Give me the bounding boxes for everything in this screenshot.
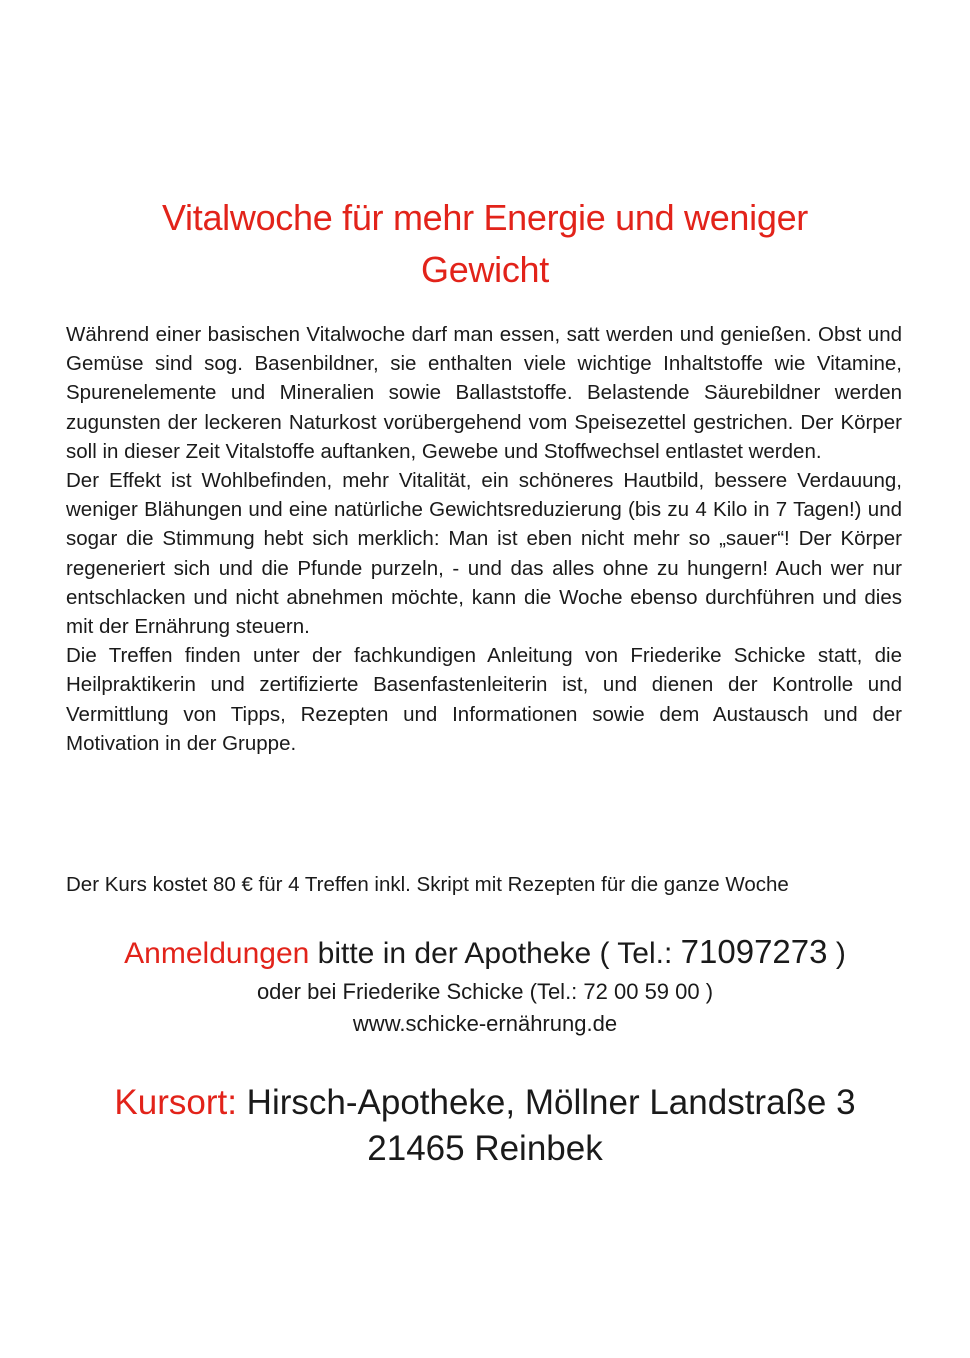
- location-line: [0, 1080, 970, 1126]
- location-city: 21465 Reinbek: [367, 1129, 603, 1168]
- page-title: [66, 192, 904, 296]
- registration-block: [0, 930, 970, 1040]
- title-line-1: Vitalwoche für mehr Energie und weniger: [161, 197, 808, 238]
- title-line-2: Gewicht: [421, 249, 549, 290]
- paragraph-effect: Der Effekt ist Wohlbefinden, mehr Vitalität, ein schöneres Hautbild, bessere Verdauung, weniger Blähungen und eine natürliche Gewichtsreduzierung (bis zu 4 Kilo in 7 Tagen!) und sogar die Stimmung hebt sich merklich: Man ist eben nicht mehr so „sauer“! Der Körper regeneriert sich und die Pfunde purzeln, - und das alles ohne zu hungern! Auch wer nur entschlacken und nicht abnehmen möchte, kann die Woche ebenso durchführen und dies mit der Ernährung steuern.: [66, 469, 902, 639]
- website-link[interactable]: www.schicke-ernährung.de: [352, 1011, 618, 1036]
- registration-close: ): [827, 937, 846, 970]
- price-info: Der Kurs kostet 80 € für 4 Treffen inkl. Skript mit Rezepten für die ganze Woche: [66, 873, 789, 896]
- registration-alt-contact: oder bei Friederike Schicke (Tel.: 72 00 59 00 ): [256, 979, 714, 1004]
- paragraph-intro: Während einer basischen Vitalwoche darf man essen, satt werden und genießen. Obst und Gemüse sind sog. Basenbildner, sie enthalten viele wichtige Inhaltstoffe wie Vitamine, Spurenelemente und Mineralien sowie Ballaststoffe. Belastende Säurebildner werden zugunsten der leckeren Naturkost vorübergehend vom Speisezettel gestrichen. Der Körper soll in dieser Zeit Vitalstoffe auftanken, Gewebe und Stoffwechsel entlastet werden.: [66, 323, 902, 463]
- registration-text: bitte in der Apotheke ( Tel.:: [309, 937, 681, 970]
- registration-label: Anmeldungen: [124, 937, 310, 970]
- registration-line: [0, 930, 970, 976]
- body-text: [66, 320, 902, 758]
- location-label: Kursort:: [114, 1083, 237, 1122]
- location-address: Hirsch-Apotheke, Möllner Landstraße 3: [236, 1083, 856, 1122]
- paragraph-meetings: Die Treffen finden unter der fachkundigen Anleitung von Friederike Schicke statt, die Heilpraktikerin und zertifizierte Basenfastenleiterin ist, und dienen der Kontrolle und Vermittlung von Tipps, Rezepten und Informationen sowie dem Austausch und der Motivation in der Gruppe.: [66, 644, 902, 755]
- location-block: [0, 1080, 970, 1172]
- registration-phone: 71097273: [680, 933, 828, 970]
